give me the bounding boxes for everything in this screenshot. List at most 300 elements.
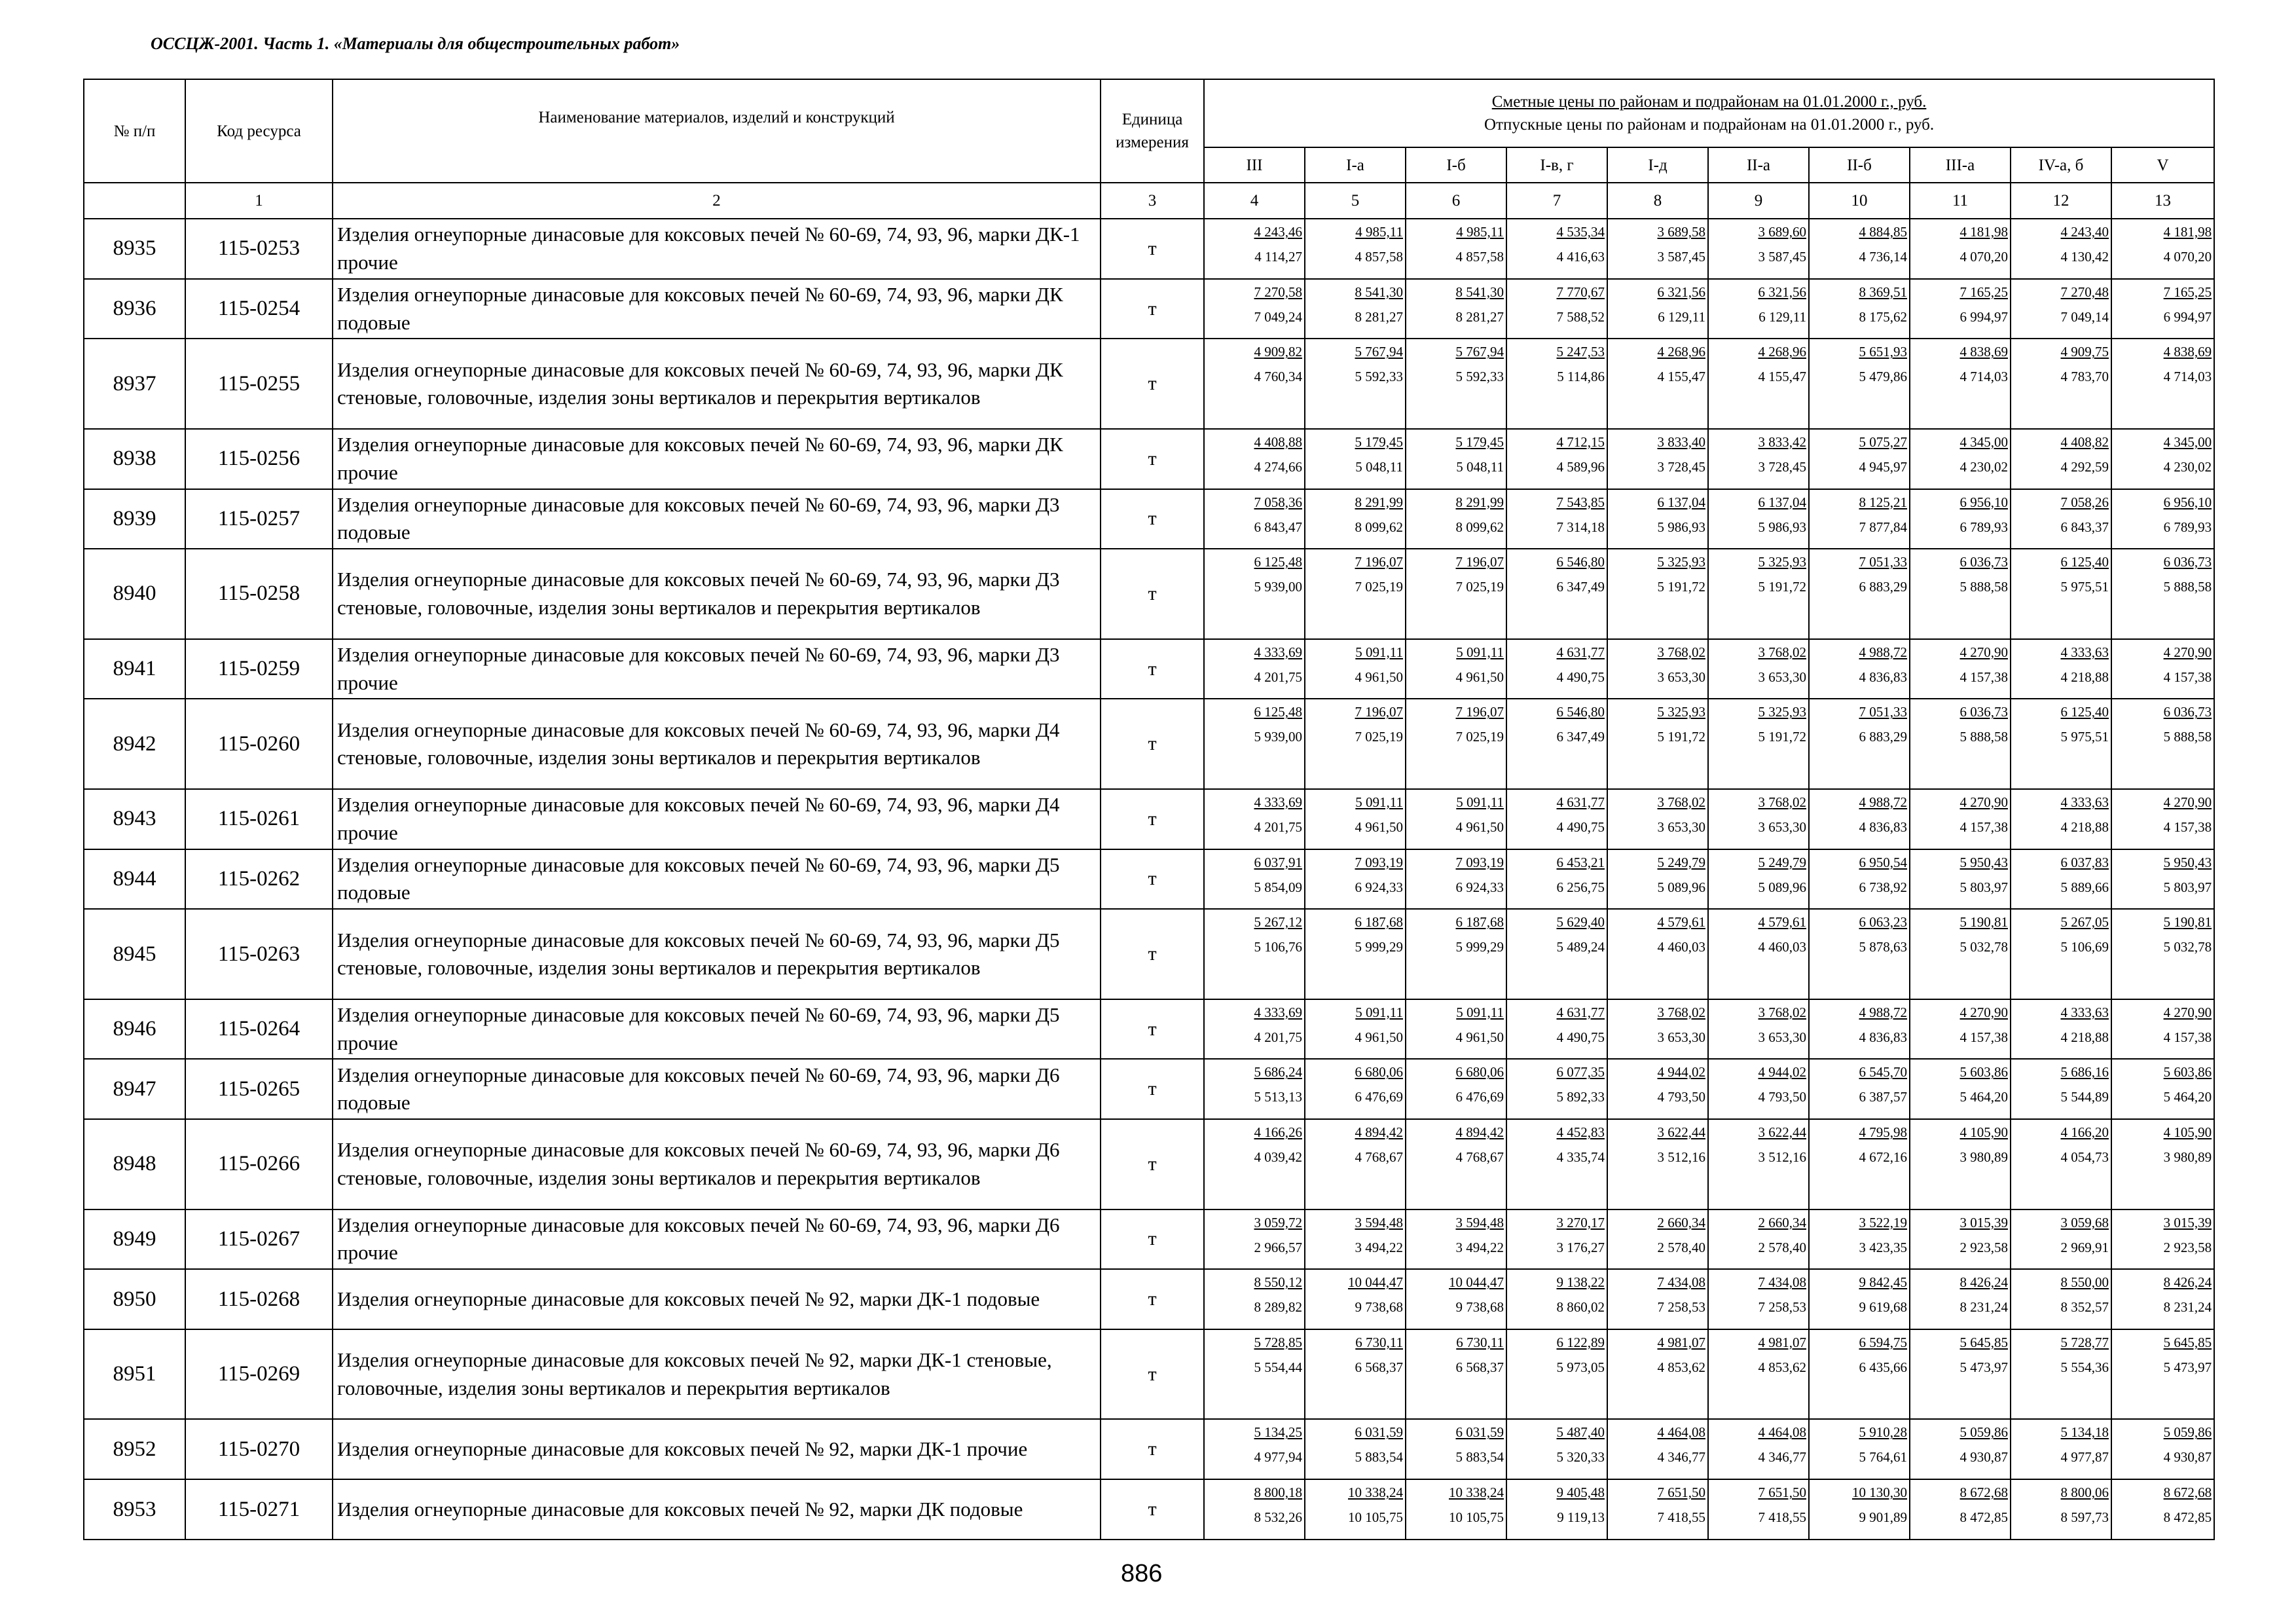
material-name: Изделия огнеупорные динасовые для коксовых печей № 60-69, 74, 93, 96, марки Д5 стеновые, головочные, изделия зоны вертикалов и перекрытия вертикалов	[333, 909, 1101, 999]
row-number: 8939	[84, 489, 185, 549]
estimate-price: 9 842,45	[1859, 1274, 1907, 1291]
estimate-price: 8 800,06	[2060, 1485, 2109, 1501]
material-name: Изделия огнеупорные динасовые для коксовых печей № 60-69, 74, 93, 96, марки Д3 прочие	[333, 639, 1101, 699]
price-cell	[1406, 1119, 1506, 1209]
release-price: 4 157,38	[1959, 1029, 2008, 1045]
unit-of-measure: т	[1101, 999, 1204, 1060]
release-price: 5 939,00	[1254, 729, 1302, 745]
resource-code: 115-0270	[185, 1419, 333, 1479]
release-price: 5 089,96	[1657, 879, 1705, 895]
price-cell	[1809, 429, 1910, 489]
column-number: 10	[1809, 183, 1910, 219]
release-price: 4 836,83	[1859, 819, 1907, 835]
price-cell	[2111, 849, 2214, 910]
estimate-price: 8 426,24	[1959, 1274, 2008, 1291]
row-number: 8936	[84, 279, 185, 339]
price-cell	[1204, 549, 1305, 639]
table-row	[84, 1269, 2214, 1329]
release-price: 4 490,75	[1556, 819, 1605, 835]
col-header-code: Код ресурса	[185, 79, 333, 183]
release-price: 3 980,89	[1959, 1149, 2008, 1166]
region-header: II-б	[1809, 147, 1910, 183]
release-price: 8 597,73	[2060, 1509, 2109, 1526]
estimate-price: 5 134,25	[1254, 1424, 1302, 1441]
release-price: 2 578,40	[1758, 1239, 1806, 1255]
resource-code: 115-0263	[185, 909, 333, 999]
release-price: 3 728,45	[1758, 458, 1806, 475]
resource-code: 115-0256	[185, 429, 333, 489]
release-price: 3 653,30	[1758, 669, 1806, 685]
price-cell	[1204, 699, 1305, 789]
row-number: 8952	[84, 1419, 185, 1479]
price-cell	[1708, 1479, 1809, 1540]
table-row	[84, 219, 2214, 279]
release-price: 5 854,09	[1254, 879, 1302, 895]
release-price: 7 877,84	[1859, 519, 1907, 535]
estimate-price: 8 672,68	[2163, 1485, 2212, 1501]
estimate-price: 5 179,45	[1455, 434, 1504, 450]
estimate-price: 4 333,63	[2060, 644, 2109, 660]
release-price: 2 966,57	[1254, 1239, 1302, 1255]
price-cell	[1910, 1479, 2011, 1540]
estimate-price: 4 464,08	[1657, 1424, 1705, 1441]
release-price: 5 883,54	[1355, 1449, 1403, 1466]
estimate-price: 6 036,73	[2163, 554, 2212, 570]
estimate-price: 9 138,22	[1556, 1274, 1605, 1291]
price-cell	[1607, 789, 1708, 849]
release-price: 8 231,24	[1959, 1299, 2008, 1316]
release-price: 5 892,33	[1556, 1089, 1605, 1105]
row-number: 8946	[84, 999, 185, 1060]
release-price: 4 945,97	[1859, 458, 1907, 475]
release-price: 4 155,47	[1758, 369, 1806, 385]
price-cell	[1708, 999, 1809, 1060]
release-price: 4 760,34	[1254, 369, 1302, 385]
release-price: 5 592,33	[1355, 369, 1403, 385]
release-price: 5 888,58	[1959, 579, 2008, 595]
table-row	[84, 1479, 2214, 1540]
estimate-price: 5 249,79	[1657, 854, 1705, 870]
estimate-price: 4 988,72	[1859, 794, 1907, 810]
resource-code: 115-0253	[185, 219, 333, 279]
price-cell	[1305, 219, 1406, 279]
release-price: 4 218,88	[2060, 669, 2109, 685]
estimate-price: 5 651,93	[1859, 344, 1907, 360]
material-name: Изделия огнеупорные динасовые для коксовых печей № 60-69, 74, 93, 96, марки Д5 прочие	[333, 999, 1101, 1060]
unit-of-measure: т	[1101, 849, 1204, 910]
release-price: 6 994,97	[2163, 308, 2212, 325]
estimate-price: 5 190,81	[1959, 914, 2008, 931]
price-cell	[1406, 429, 1506, 489]
estimate-price: 4 981,07	[1758, 1334, 1806, 1350]
estimate-price: 5 059,86	[1959, 1424, 2008, 1441]
table-row	[84, 1329, 2214, 1420]
release-price: 6 256,75	[1556, 879, 1605, 895]
estimate-price: 7 165,25	[1959, 284, 2008, 300]
release-price: 4 230,02	[1959, 458, 2008, 475]
estimate-price: 4 333,63	[2060, 1004, 2109, 1020]
release-price: 3 512,16	[1758, 1149, 1806, 1166]
estimate-price: 6 321,56	[1657, 284, 1705, 300]
estimate-price: 7 770,67	[1556, 284, 1605, 300]
price-cell	[1305, 999, 1406, 1060]
estimate-price: 6 036,73	[1959, 554, 2008, 570]
estimate-price: 6 037,83	[2060, 854, 2109, 870]
table-row	[84, 489, 2214, 549]
estimate-price: 3 689,58	[1657, 224, 1705, 240]
release-price: 6 568,37	[1355, 1359, 1403, 1375]
price-cell	[2111, 1479, 2214, 1540]
table-row	[84, 279, 2214, 339]
estimate-price: 5 091,11	[1456, 794, 1504, 810]
price-cell	[1204, 1419, 1305, 1479]
estimate-price: 4 333,69	[1254, 644, 1302, 660]
release-price: 6 568,37	[1455, 1359, 1504, 1375]
row-number: 8951	[84, 1329, 185, 1420]
release-price: 4 416,63	[1556, 249, 1605, 265]
release-price: 2 923,58	[2163, 1239, 2212, 1255]
estimate-price: 5 179,45	[1355, 434, 1403, 450]
price-cell	[1305, 429, 1406, 489]
price-cell	[1607, 1419, 1708, 1479]
price-cell	[1708, 639, 1809, 699]
estimate-price: 2 660,34	[1657, 1214, 1705, 1230]
estimate-price: 10 044,47	[1348, 1274, 1403, 1291]
resource-code: 115-0271	[185, 1479, 333, 1540]
estimate-price: 5 091,11	[1355, 1004, 1403, 1020]
price-cell	[1607, 429, 1708, 489]
release-price: 5 320,33	[1556, 1449, 1605, 1466]
estimate-price: 8 291,99	[1355, 494, 1403, 510]
estimate-price: 9 405,48	[1556, 1485, 1605, 1501]
estimate-price: 5 091,11	[1355, 644, 1403, 660]
estimate-price: 10 044,47	[1449, 1274, 1504, 1291]
release-price: 7 049,14	[2060, 308, 2109, 325]
estimate-price: 8 672,68	[1959, 1485, 2008, 1501]
price-cell	[1708, 789, 1809, 849]
price-cell	[1204, 1269, 1305, 1329]
release-price: 4 218,88	[2060, 1029, 2109, 1045]
release-price: 5 764,61	[1859, 1449, 1907, 1466]
price-cell	[1506, 999, 1607, 1060]
price-cell	[1204, 1329, 1305, 1420]
price-cell	[2111, 1119, 2214, 1209]
estimate-price: 4 345,00	[2163, 434, 2212, 450]
price-cell	[2011, 279, 2111, 339]
release-price: 4 114,27	[1254, 249, 1302, 265]
unit-of-measure: т	[1101, 279, 1204, 339]
row-number: 8947	[84, 1059, 185, 1119]
price-cell	[1406, 789, 1506, 849]
estimate-price: 6 950,54	[1859, 854, 1907, 870]
estimate-price: 5 629,40	[1556, 914, 1605, 931]
estimate-price: 4 408,88	[1254, 434, 1302, 450]
release-price: 4 054,73	[2060, 1149, 2109, 1166]
price-cell	[1506, 849, 1607, 910]
estimate-price: 4 181,98	[1959, 224, 2008, 240]
release-price: 3 423,35	[1859, 1239, 1907, 1255]
estimate-price: 6 077,35	[1556, 1064, 1605, 1080]
estimate-price: 5 325,93	[1758, 554, 1806, 570]
price-cell	[2011, 1209, 2111, 1270]
price-cell	[1607, 699, 1708, 789]
release-price: 4 335,74	[1556, 1149, 1605, 1166]
release-price: 7 258,53	[1758, 1299, 1806, 1316]
price-cell	[1506, 1479, 1607, 1540]
release-price: 5 803,97	[2163, 879, 2212, 895]
release-price: 4 961,50	[1455, 1029, 1504, 1045]
price-cell	[2011, 219, 2111, 279]
release-price: 4 490,75	[1556, 1029, 1605, 1045]
row-number: 8940	[84, 549, 185, 639]
release-price: 4 930,87	[1959, 1449, 2008, 1466]
estimate-price: 8 550,00	[2060, 1274, 2109, 1291]
price-cell	[1708, 1209, 1809, 1270]
price-cell	[2111, 279, 2214, 339]
price-cell	[1809, 339, 1910, 429]
price-cell	[1708, 1329, 1809, 1420]
price-cell	[2111, 1269, 2214, 1329]
estimate-price: 4 243,46	[1254, 224, 1302, 240]
estimate-price: 4 988,72	[1859, 644, 1907, 660]
estimate-price: 4 452,83	[1556, 1124, 1605, 1141]
table-row	[84, 639, 2214, 699]
resource-code: 115-0268	[185, 1269, 333, 1329]
price-cell	[1305, 1059, 1406, 1119]
estimate-price: 8 291,99	[1455, 494, 1504, 510]
price-cell	[1809, 1209, 1910, 1270]
release-price: 7 049,24	[1254, 308, 1302, 325]
estimate-price: 4 345,00	[1959, 434, 2008, 450]
price-cell	[1406, 1209, 1506, 1270]
price-cell	[2011, 699, 2111, 789]
release-price: 4 768,67	[1355, 1149, 1403, 1166]
release-price: 3 653,30	[1657, 819, 1705, 835]
prices-title-release: Отпускные цены по районам и подрайонам на 01.01.2000 г., руб.	[1484, 116, 1935, 134]
estimate-price: 6 730,11	[1355, 1334, 1403, 1350]
price-cell	[1708, 1059, 1809, 1119]
region-header: III	[1204, 147, 1305, 183]
region-header: I-а	[1305, 147, 1406, 183]
estimate-price: 5 950,43	[1959, 854, 2008, 870]
price-cell	[1406, 549, 1506, 639]
row-number: 8937	[84, 339, 185, 429]
release-price: 4 857,58	[1355, 249, 1403, 265]
unit-of-measure: т	[1101, 1419, 1204, 1479]
release-price: 5 191,72	[1758, 729, 1806, 745]
estimate-price: 4 166,20	[2060, 1124, 2109, 1141]
column-number: 3	[1101, 183, 1204, 219]
estimate-price: 6 031,59	[1455, 1424, 1504, 1441]
release-price: 8 532,26	[1254, 1509, 1302, 1526]
release-price: 4 292,59	[2060, 458, 2109, 475]
release-price: 4 157,38	[2163, 669, 2212, 685]
price-cell	[2111, 789, 2214, 849]
release-price: 5 464,20	[2163, 1089, 2212, 1105]
release-price: 5 973,05	[1556, 1359, 1605, 1375]
price-cell	[1708, 549, 1809, 639]
price-cell	[2111, 1209, 2214, 1270]
release-price: 4 714,03	[1959, 369, 2008, 385]
release-price: 8 099,62	[1355, 519, 1403, 535]
region-header: I-б	[1406, 147, 1506, 183]
price-cell	[1809, 1269, 1910, 1329]
release-price: 4 672,16	[1859, 1149, 1907, 1166]
release-price: 3 494,22	[1455, 1239, 1504, 1255]
table-row	[84, 1059, 2214, 1119]
release-price: 7 588,52	[1556, 308, 1605, 325]
estimate-price: 4 270,90	[1959, 1004, 2008, 1020]
price-cell	[1406, 999, 1506, 1060]
estimate-price: 6 594,75	[1859, 1334, 1907, 1350]
table-body	[84, 219, 2214, 1540]
release-price: 4 736,14	[1859, 249, 1907, 265]
estimate-price: 6 137,04	[1758, 494, 1806, 510]
column-number-blank	[84, 183, 185, 219]
release-price: 8 281,27	[1455, 308, 1504, 325]
release-price: 6 347,49	[1556, 579, 1605, 595]
price-cell	[1708, 849, 1809, 910]
estimate-price: 5 686,16	[2060, 1064, 2109, 1080]
table-row	[84, 789, 2214, 849]
estimate-price: 4 838,69	[1959, 344, 2008, 360]
release-price: 8 175,62	[1859, 308, 1907, 325]
price-cell	[2011, 909, 2111, 999]
estimate-price: 10 130,30	[1852, 1485, 1907, 1501]
release-price: 4 930,87	[2163, 1449, 2212, 1466]
page-number: 886	[1121, 1560, 1163, 1587]
release-price: 5 554,36	[2060, 1359, 2109, 1375]
estimate-price: 7 051,33	[1859, 704, 1907, 720]
price-cell	[1204, 849, 1305, 910]
material-name: Изделия огнеупорные динасовые для коксовых печей № 60-69, 74, 93, 96, марки ДК стеновые, головочные, изделия зоны вертикалов и перекрытия вертикалов	[333, 339, 1101, 429]
unit-of-measure: т	[1101, 549, 1204, 639]
price-cell	[1910, 909, 2011, 999]
price-cell	[1506, 1209, 1607, 1270]
estimate-price: 5 767,94	[1355, 344, 1403, 360]
release-price: 6 476,69	[1355, 1089, 1403, 1105]
price-cell	[1204, 909, 1305, 999]
price-cell	[1607, 1059, 1708, 1119]
estimate-price: 8 369,51	[1859, 284, 1907, 300]
row-number: 8941	[84, 639, 185, 699]
release-price: 3 653,30	[1758, 819, 1806, 835]
region-header: V	[2111, 147, 2214, 183]
estimate-price: 8 541,30	[1355, 284, 1403, 300]
estimate-price: 5 603,86	[2163, 1064, 2212, 1080]
column-number: 8	[1607, 183, 1708, 219]
estimate-price: 7 270,58	[1254, 284, 1302, 300]
price-cell	[1406, 1479, 1506, 1540]
release-price: 7 025,19	[1355, 579, 1403, 595]
price-cell	[1305, 1269, 1406, 1329]
release-price: 5 888,58	[2163, 579, 2212, 595]
unit-of-measure: т	[1101, 339, 1204, 429]
column-number: 2	[333, 183, 1101, 219]
estimate-price: 4 268,96	[1657, 344, 1705, 360]
price-cell	[1305, 339, 1406, 429]
estimate-price: 8 550,12	[1254, 1274, 1302, 1291]
price-cell	[1204, 999, 1305, 1060]
estimate-price: 5 686,24	[1254, 1064, 1302, 1080]
estimate-price: 3 833,42	[1758, 434, 1806, 450]
estimate-price: 6 037,91	[1254, 854, 1302, 870]
price-cell	[1910, 279, 2011, 339]
price-cell	[1910, 489, 2011, 549]
estimate-price: 5 325,93	[1657, 704, 1705, 720]
price-cell	[1607, 339, 1708, 429]
release-price: 4 070,20	[2163, 249, 2212, 265]
price-cell	[1607, 1329, 1708, 1420]
release-price: 4 274,66	[1254, 458, 1302, 475]
material-name: Изделия огнеупорные динасовые для коксовых печей № 60-69, 74, 93, 96, марки ДК подовые	[333, 279, 1101, 339]
price-cell	[1204, 279, 1305, 339]
release-price: 4 157,38	[1959, 819, 2008, 835]
release-price: 7 258,53	[1657, 1299, 1705, 1316]
release-price: 4 201,75	[1254, 1029, 1302, 1045]
release-price: 4 977,94	[1254, 1449, 1302, 1466]
estimate-price: 4 270,90	[2163, 794, 2212, 810]
price-cell	[1708, 429, 1809, 489]
estimate-price: 8 125,21	[1859, 494, 1907, 510]
estimate-price: 4 579,61	[1758, 914, 1806, 931]
estimate-price: 4 631,77	[1556, 794, 1605, 810]
release-price: 4 836,83	[1859, 669, 1907, 685]
estimate-price: 4 166,26	[1254, 1124, 1302, 1141]
price-cell	[2011, 1419, 2111, 1479]
release-price: 3 512,16	[1657, 1149, 1705, 1166]
price-cell	[1506, 909, 1607, 999]
price-cell	[1305, 1479, 1406, 1540]
material-name: Изделия огнеупорные динасовые для коксовых печей № 60-69, 74, 93, 96, марки Д5 подовые	[333, 849, 1101, 910]
price-cell	[1708, 909, 1809, 999]
price-cell	[1809, 1419, 1910, 1479]
row-number: 8938	[84, 429, 185, 489]
release-price: 5 473,97	[1959, 1359, 2008, 1375]
estimate-price: 4 944,02	[1657, 1064, 1705, 1080]
price-cell	[1910, 219, 2011, 279]
estimate-price: 5 247,53	[1556, 344, 1605, 360]
release-price: 5 089,96	[1758, 879, 1806, 895]
release-price: 4 346,77	[1657, 1449, 1705, 1466]
release-price: 6 738,92	[1859, 879, 1907, 895]
resource-code: 115-0262	[185, 849, 333, 910]
release-price: 6 129,11	[1658, 308, 1705, 325]
price-cell	[1809, 699, 1910, 789]
estimate-price: 7 058,26	[2060, 494, 2109, 510]
estimate-price: 6 546,80	[1556, 554, 1605, 570]
estimate-price: 4 181,98	[2163, 224, 2212, 240]
release-price: 4 346,77	[1758, 1449, 1806, 1466]
price-cell	[1204, 339, 1305, 429]
estimate-price: 5 091,11	[1456, 1004, 1504, 1020]
unit-of-measure: т	[1101, 1329, 1204, 1420]
release-price: 4 857,58	[1455, 249, 1504, 265]
material-name: Изделия огнеупорные динасовые для коксовых печей № 92, марки ДК-1 стеновые, головочные, изделия зоны вертикалов и перекрытия вертикалов	[333, 1329, 1101, 1420]
unit-of-measure: т	[1101, 909, 1204, 999]
price-cell	[1506, 279, 1607, 339]
price-cell	[2111, 1329, 2214, 1420]
release-price: 4 230,02	[2163, 458, 2212, 475]
column-number: 1	[185, 183, 333, 219]
material-name: Изделия огнеупорные динасовые для коксовых печей № 60-69, 74, 93, 96, марки Д3 стеновые, головочные, изделия зоны вертикалов и перекрытия вертикалов	[333, 549, 1101, 639]
estimate-price: 3 768,02	[1657, 1004, 1705, 1020]
price-cell	[2111, 339, 2214, 429]
release-price: 5 999,29	[1455, 939, 1504, 955]
price-cell	[1305, 1119, 1406, 1209]
estimate-price: 5 910,28	[1859, 1424, 1907, 1441]
price-cell	[1305, 789, 1406, 849]
